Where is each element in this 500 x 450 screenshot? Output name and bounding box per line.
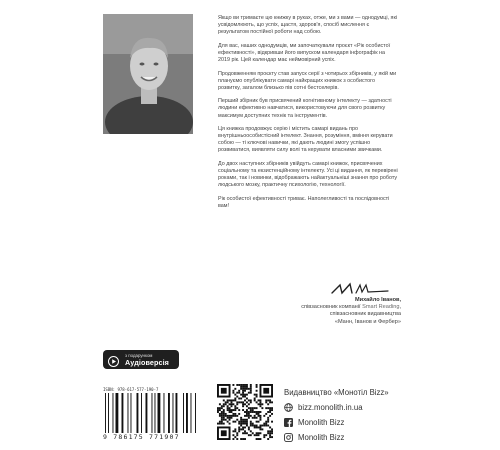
paragraph: Ця книжка продовжує серію і містить самарі видань про внутрішньоособистісний інтелект. Знання, розуміння, вміння керувати собою — ті ключові навички, які дають людині змогу успішно розвиватися, виявляти силу волі та керувати власними звичками. [218, 126, 393, 154]
website-link[interactable]: bizz.monolith.in.ua [298, 402, 363, 412]
author-role: співзасновник компанії Smart Reading, [301, 304, 401, 311]
qr-code [217, 384, 273, 440]
isbn: ISBN: 978-617-577-190-7 [103, 387, 159, 392]
badge-caption: з подарунком [125, 353, 153, 358]
author-block [301, 297, 401, 326]
badge-title: Аудіоверсія [125, 358, 169, 367]
paragraph: Рік особистої ефективності триває. Наполегливості та послідовності вам! [218, 195, 390, 209]
instagram-row [284, 430, 389, 445]
globe-icon [284, 403, 293, 412]
audio-version-badge [103, 350, 179, 369]
paragraph: Якщо ви тримаєте цю книжку в руках, отже, ми з вами — однодумці, які усвідомлюють, що успіх, щастя, здоров'я, спосіб мислення є результатом постійної роботи над собою. [218, 15, 398, 36]
facebook-icon [284, 418, 293, 427]
facebook-link[interactable]: Monolith Bizz [298, 417, 345, 427]
website-row [284, 400, 389, 415]
author-photo [103, 14, 193, 134]
author-publisher: «Манн, Іванов и Фербер» [334, 318, 401, 325]
paragraph: Продовженням проєкту став запуск серії з чотирьох збірників, у якій ми плануємо опублікувати самарі найкращих книжок з особистого розвитку, загалом близько пів сотні бестселерів. [218, 70, 397, 91]
barcode [103, 387, 203, 441]
intro-text [218, 15, 398, 217]
paragraph: До двох наступних збірників увійдуть самарі книжок, присвячених соціальному та екзистенційному інтелекту. Усі ці видання, як перевірені роками, так і новинки, відображають найактуальніші знання про роботу людського мозку, практичну психологію, технології. [218, 161, 398, 189]
barcode-bars [103, 393, 201, 433]
instagram-icon [284, 433, 293, 442]
publisher-info [284, 385, 389, 445]
facebook-row [284, 415, 389, 430]
paragraph: Перший збірник був присвячений когнітивному інтелекту — здатності людини ефективно навчатися, використовуючи для свого розвитку максимум доступних технік та інструментів. [218, 98, 392, 119]
paragraph: Для вас, наших однодумців, ми започаткували проєкт «Рік особистої ефективності», відкривши його випуском календаря інфографік на 2019 рік. Цей календар має неймовірний успіх. [218, 42, 391, 63]
instagram-link[interactable]: Monolith Bizz [298, 432, 345, 442]
author-role-2: співзасновник видавництва [329, 311, 401, 318]
author-name: Михайло Іванов, [354, 297, 401, 303]
company-name: Smart Reading [362, 304, 400, 311]
play-icon [108, 354, 119, 372]
barcode-number: 9 786175 771907 [103, 433, 180, 441]
publisher-name-row [284, 385, 389, 400]
publisher-name: Видавництво «Монотіл Bizz» [284, 387, 389, 397]
